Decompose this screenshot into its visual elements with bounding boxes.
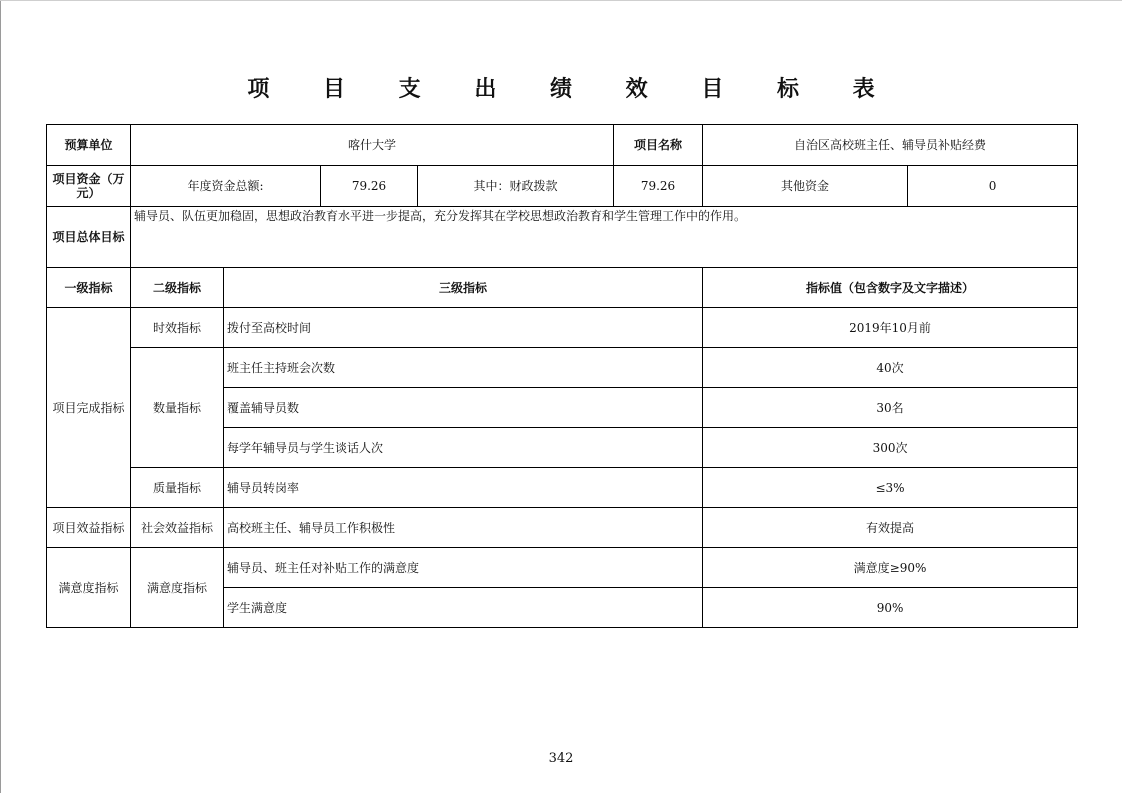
funds-fiscal-value: 79.26 bbox=[614, 166, 703, 207]
goal-label: 项目总体目标 bbox=[47, 207, 131, 268]
performance-target-table bbox=[46, 124, 1078, 628]
page-title: 项 目 支 出 绩 效 目 标 表 bbox=[247, 77, 898, 102]
level2-quantity: 数量指标 bbox=[131, 348, 224, 468]
level3-name: 每学年辅导员与学生谈话人次 bbox=[224, 428, 703, 468]
indicator-value: 满意度≥90% bbox=[703, 548, 1078, 588]
budget-unit-label: 预算单位 bbox=[47, 125, 131, 166]
funds-total-value: 79.26 bbox=[321, 166, 418, 207]
col-header-level3: 三级指标 bbox=[224, 268, 703, 308]
col-header-level1: 一级指标 bbox=[47, 268, 131, 308]
funds-other-label: 其他资金 bbox=[703, 166, 908, 207]
goal-text: 辅导员、队伍更加稳固，思想政治教育水平进一步提高，充分发挥其在学校思想政治教育和学生管理工作中的作用。 bbox=[131, 207, 1078, 268]
budget-unit-value: 喀什大学 bbox=[131, 125, 614, 166]
goal-row bbox=[47, 207, 1078, 268]
level1-benefit: 项目效益指标 bbox=[47, 508, 131, 548]
funds-total-label: 年度资金总额: bbox=[131, 166, 321, 207]
indicator-value: 有效提高 bbox=[703, 508, 1078, 548]
level3-name: 高校班主任、辅导员工作积极性 bbox=[224, 508, 703, 548]
page-edge-top bbox=[0, 0, 1122, 1]
funds-fiscal-label: 其中：财政拨款 bbox=[418, 166, 614, 207]
level3-name: 学生满意度 bbox=[224, 588, 703, 628]
level2-social: 社会效益指标 bbox=[131, 508, 224, 548]
indicator-row bbox=[47, 468, 1078, 508]
level2-satisfaction: 满意度指标 bbox=[131, 548, 224, 628]
level3-name: 辅导员转岗率 bbox=[224, 468, 703, 508]
level2-quality: 质量指标 bbox=[131, 468, 224, 508]
indicator-row bbox=[47, 548, 1078, 588]
funds-row bbox=[47, 166, 1078, 207]
level3-name: 班主任主持班会次数 bbox=[224, 348, 703, 388]
level2-timeliness: 时效指标 bbox=[131, 308, 224, 348]
indicator-row bbox=[47, 508, 1078, 548]
indicator-value: 300次 bbox=[703, 428, 1078, 468]
col-header-level2: 二级指标 bbox=[131, 268, 224, 308]
column-header-row bbox=[47, 268, 1078, 308]
indicator-value: 40次 bbox=[703, 348, 1078, 388]
page-edge-left bbox=[0, 0, 1, 793]
indicator-value: 90% bbox=[703, 588, 1078, 628]
col-header-value: 指标值（包含数字及文字描述） bbox=[703, 268, 1078, 308]
level1-completion: 项目完成指标 bbox=[47, 308, 131, 508]
level3-name: 覆盖辅导员数 bbox=[224, 388, 703, 428]
level3-name: 拨付至高校时间 bbox=[224, 308, 703, 348]
funds-label: 项目资金（万元） bbox=[47, 166, 131, 207]
level3-name: 辅导员、班主任对补贴工作的满意度 bbox=[224, 548, 703, 588]
indicator-row bbox=[47, 308, 1078, 348]
indicator-row bbox=[47, 348, 1078, 388]
indicator-value: 30名 bbox=[703, 388, 1078, 428]
project-name-value: 自治区高校班主任、辅导员补贴经费 bbox=[703, 125, 1078, 166]
indicator-value: ≤3% bbox=[703, 468, 1078, 508]
indicator-value: 2019年10月前 bbox=[703, 308, 1078, 348]
project-name-label: 项目名称 bbox=[614, 125, 703, 166]
funds-other-value: 0 bbox=[908, 166, 1078, 207]
level1-satisfaction: 满意度指标 bbox=[47, 548, 131, 628]
page-number: 342 bbox=[548, 751, 574, 766]
budget-unit-row bbox=[47, 125, 1078, 166]
